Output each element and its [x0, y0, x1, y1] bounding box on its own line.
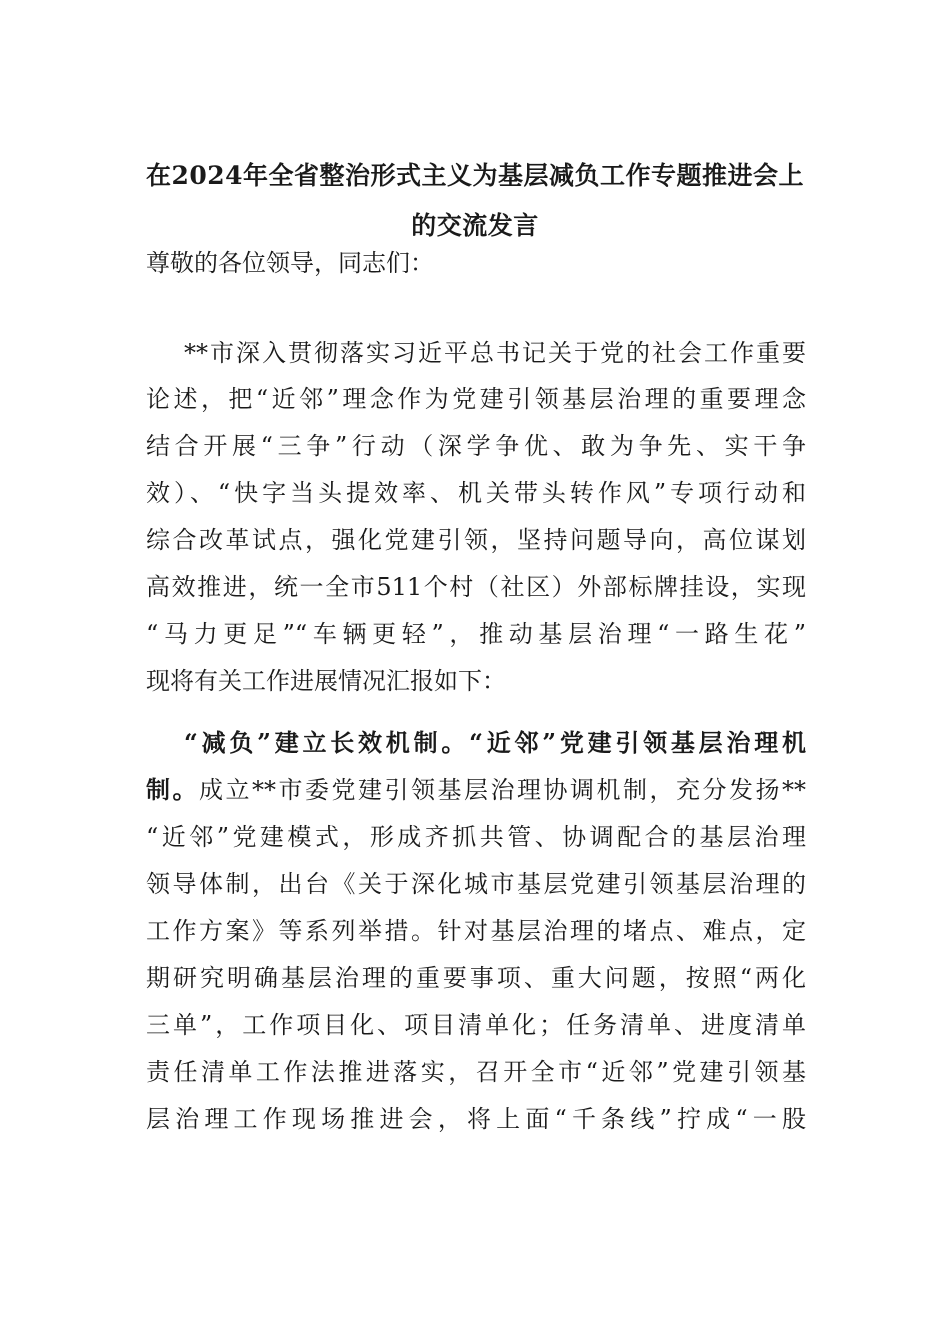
paragraph-2-line-3: 领导体制，出台《关于深化城市基层党建引领基层治理的 [146, 870, 806, 898]
paragraph-1-line-3: 结合开展“三争”行动（深学争优、敢为争先、实干争 [146, 432, 806, 460]
paragraph-1-line-5: 综合改革试点，强化党建引领，坚持问题导向，高位谋划 [146, 526, 806, 554]
paragraph-2-line-8: 层治理工作现场推进会，将上面“千条线”拧成“一股 [146, 1105, 806, 1133]
paragraph-2-line-4: 工作方案》等系列举措。针对基层治理的堵点、难点，定 [146, 917, 806, 945]
paragraph-2-line-1 [146, 774, 806, 806]
document-title-line-1: 在2024年全省整治形式主义为基层减负工作专题推进会上 [145, 161, 805, 190]
paragraph-1-line-6: 高效推进，统一全市511个村（社区）外部标牌挂设，实现 [146, 573, 806, 601]
paragraph-1-line-8: 现将有关工作进展情况汇报如下： [146, 667, 506, 695]
paragraph-2-line-1-rest: 成立**市委党建引领基层治理协调机制，充分发扬** [199, 776, 806, 804]
paragraph-2-line-2: “近邻”党建模式，形成齐抓共管、协调配合的基层治理 [146, 823, 806, 851]
paragraph-2-line-6: 三单”，工作项目化、项目清单化；任务清单、进度清单 [146, 1011, 806, 1039]
paragraph-1-line-4: 效）、“快字当头提效率、机关带头转作风”专项行动和 [146, 479, 806, 507]
paragraph-1-line-7: “马力更足”“车辆更轻”，推动基层治理“一路生花” [146, 620, 806, 648]
paragraph-2-line-5: 期研究明确基层治理的重要事项、重大问题，按照“两化 [146, 964, 806, 992]
salutation: 尊敬的各位领导，同志们： [146, 249, 434, 277]
paragraph-1-line-2: 论述，把“近邻”理念作为党建引领基层治理的重要理念 [146, 385, 806, 413]
paragraph-1-line-1: **市深入贯彻落实习近平总书记关于党的社会工作重要 [184, 339, 806, 367]
paragraph-2-heading-line-2: 制。 [146, 775, 199, 804]
paragraph-2-line-7: 责任清单工作法推进落实，召开全市“近邻”党建引领基 [146, 1058, 806, 1086]
paragraph-2-heading-line-1: “减负”建立长效机制。“近邻”党建引领基层治理机 [184, 728, 806, 757]
document-title-line-2: 的交流发言 [411, 211, 539, 240]
